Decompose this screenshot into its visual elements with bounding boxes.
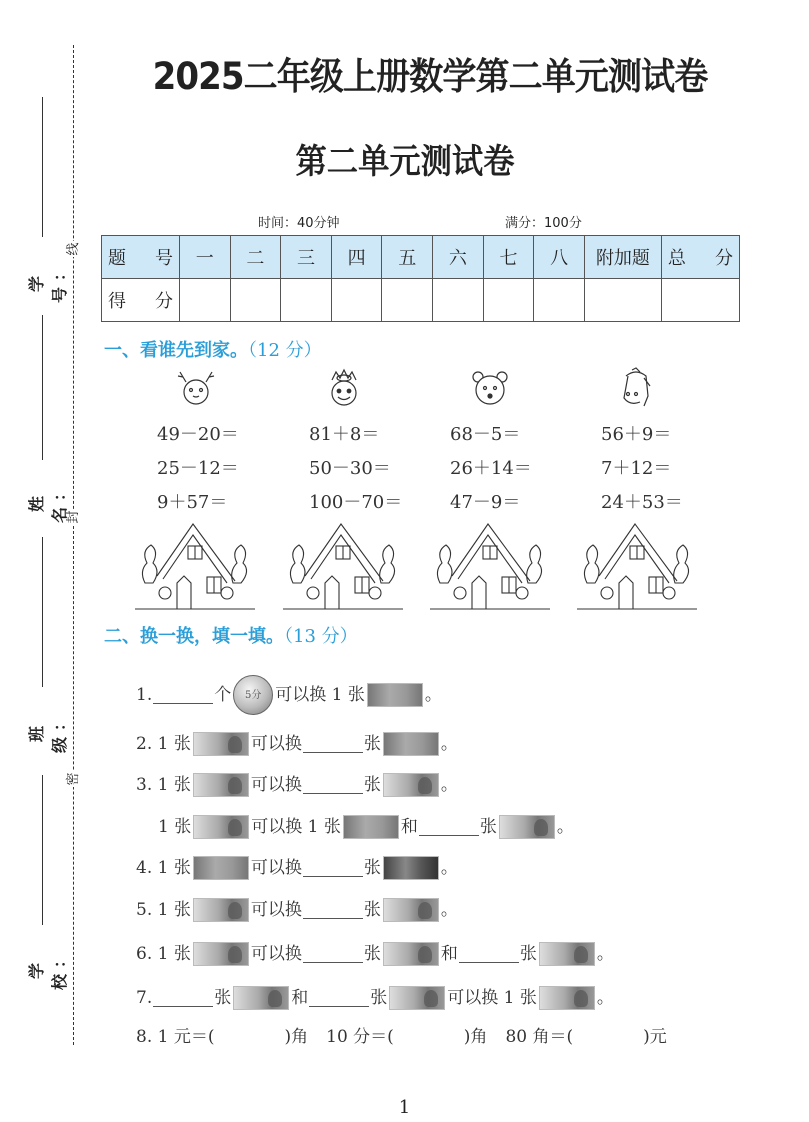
question-text: 张 xyxy=(519,944,537,964)
question-text: 。 xyxy=(424,685,442,705)
deer-icon xyxy=(174,366,218,410)
equation: 68－5＝ xyxy=(450,424,521,445)
banknote-2-yuan-icon xyxy=(193,856,249,880)
question-8 xyxy=(136,1025,667,1049)
equation-column-2 xyxy=(309,418,402,520)
score-table xyxy=(101,235,740,322)
answer-blank[interactable] xyxy=(459,945,519,963)
question-text: 可以换 1 张 xyxy=(447,988,537,1008)
question-7 xyxy=(136,986,614,1010)
score-cell[interactable] xyxy=(483,279,534,322)
banknote-10-yuan-icon xyxy=(389,986,445,1010)
banknote-1-yuan-icon xyxy=(193,732,249,756)
answer-blank[interactable] xyxy=(153,989,213,1007)
equation: 56＋9＝ xyxy=(601,424,672,445)
question-text: 张 xyxy=(363,858,381,878)
question-text: 可以换 1 张 xyxy=(275,685,365,705)
header-cell: 二 xyxy=(230,236,281,279)
banknote-10-yuan-icon xyxy=(539,942,595,966)
banknote-20-yuan-icon xyxy=(193,773,249,797)
question-text: 张 xyxy=(363,900,381,920)
header-cell: 附加题 xyxy=(584,236,661,279)
score-cell[interactable] xyxy=(584,279,661,322)
coin-5-fen-icon: 5分 xyxy=(233,675,273,715)
question-text: 张 xyxy=(363,734,381,754)
question-2 xyxy=(136,732,458,756)
header-cell: 六 xyxy=(433,236,484,279)
question-text: )角 xyxy=(284,1027,309,1047)
question-number: 6. 1 张 xyxy=(136,944,191,964)
question-number: 7. xyxy=(136,988,153,1008)
equation: 47－9＝ xyxy=(450,492,521,513)
section-1-heading xyxy=(104,336,322,362)
header-cell: 八 xyxy=(534,236,585,279)
question-text: 可以换 1 张 xyxy=(251,817,341,837)
seal-char-mi: 密 xyxy=(66,772,81,786)
question-3a xyxy=(136,773,458,797)
banknote-10-yuan-icon xyxy=(193,898,249,922)
banknote-5-yuan-icon xyxy=(233,986,289,1010)
answer-blank[interactable] xyxy=(419,818,479,836)
question-number: 1. xyxy=(136,685,153,705)
equation: 25－12＝ xyxy=(157,458,239,479)
student-id-line[interactable] xyxy=(42,97,43,237)
score-cell[interactable] xyxy=(433,279,484,322)
header-cell: 四 xyxy=(331,236,382,279)
question-text: 张 xyxy=(479,817,497,837)
score-row-label: 得 分 xyxy=(102,279,180,322)
banknote-5-jiao-icon xyxy=(383,856,439,880)
lion-icon xyxy=(322,366,366,410)
section-1-points: （12 分） xyxy=(248,340,322,361)
header-cell: 五 xyxy=(382,236,433,279)
page-title: 2025二年级上册数学第二单元测试卷 xyxy=(152,55,708,98)
answer-blank[interactable] xyxy=(303,901,363,919)
question-1 xyxy=(136,675,442,715)
seal-dashed-line xyxy=(73,45,74,1045)
student-id-label: 学 号： xyxy=(27,259,69,304)
answer-blank[interactable] xyxy=(309,989,369,1007)
question-number: 3. 1 张 xyxy=(136,775,191,795)
answer-blank[interactable] xyxy=(303,776,363,794)
score-cell[interactable] xyxy=(331,279,382,322)
question-text: 张 xyxy=(363,944,381,964)
question-text: 。 xyxy=(596,988,614,1008)
question-text: 和 xyxy=(440,944,458,964)
question-4 xyxy=(136,856,458,880)
question-text: 。 xyxy=(440,900,458,920)
equation: 26＋14＝ xyxy=(450,458,532,479)
bear-icon xyxy=(468,366,512,410)
question-text: 。 xyxy=(440,858,458,878)
question-text: 10 分＝( xyxy=(326,1027,394,1047)
question-text: 张 xyxy=(214,988,232,1008)
answer-blank[interactable] xyxy=(303,945,363,963)
banknote-1-yuan-icon xyxy=(383,773,439,797)
equation-column-3 xyxy=(450,418,532,520)
question-number: 2. 1 张 xyxy=(136,734,191,754)
header-cell: 三 xyxy=(281,236,332,279)
banknote-50-yuan-icon xyxy=(383,942,439,966)
score-cell[interactable] xyxy=(230,279,281,322)
header-cell: 总 分 xyxy=(661,236,739,279)
question-6 xyxy=(136,942,614,966)
page-subtitle: 第二单元测试卷 xyxy=(295,142,515,182)
question-text: 张 xyxy=(370,988,388,1008)
binding-margin xyxy=(0,0,100,1122)
equation: 81＋8＝ xyxy=(309,424,380,445)
header-cell: 题 号 xyxy=(102,236,180,279)
question-number: 4. 1 张 xyxy=(136,858,191,878)
banknote-5-yuan-icon xyxy=(193,815,249,839)
section-2-title: 二、换一换，填一填。 xyxy=(104,626,284,647)
school-line[interactable] xyxy=(42,775,43,925)
score-cell[interactable] xyxy=(281,279,332,322)
question-text: 。 xyxy=(440,734,458,754)
question-3b xyxy=(158,815,574,839)
question-text: )元 xyxy=(643,1027,667,1047)
class-label: 班 级： xyxy=(27,709,69,754)
question-text: 张 xyxy=(363,775,381,795)
question-text: 可以换 xyxy=(250,734,302,754)
banknote-100-yuan-icon xyxy=(193,942,249,966)
equation-column-1 xyxy=(157,418,239,520)
question-number: 5. 1 张 xyxy=(136,900,191,920)
house-icon xyxy=(283,521,403,611)
equation: 100－70＝ xyxy=(309,492,403,513)
question-text: 。 xyxy=(440,775,458,795)
header-cell: 一 xyxy=(179,236,230,279)
score-table-header-row xyxy=(102,236,740,279)
score-table-score-row xyxy=(102,279,740,322)
question-text: 和 xyxy=(291,988,309,1008)
banknote-20-yuan-icon xyxy=(539,986,595,1010)
school-label: 学 校： xyxy=(27,946,69,991)
score-cell[interactable] xyxy=(179,279,230,322)
question-text: )角 xyxy=(463,1027,488,1047)
equation: 49－20＝ xyxy=(157,424,239,445)
seal-char-feng: 封 xyxy=(66,510,81,524)
question-text: 可以换 xyxy=(250,775,302,795)
answer-blank[interactable] xyxy=(303,859,363,877)
equation-column-4 xyxy=(601,418,683,520)
score-cell[interactable] xyxy=(661,279,739,322)
banknote-5-yuan-icon xyxy=(383,898,439,922)
section-2-heading xyxy=(104,622,358,648)
equation: 24＋53＝ xyxy=(601,492,683,513)
name-line[interactable] xyxy=(42,315,43,460)
answer-blank[interactable] xyxy=(153,686,213,704)
full-score: 满分：100分 xyxy=(505,216,582,231)
question-text: 个 xyxy=(214,685,232,705)
score-cell[interactable] xyxy=(382,279,433,322)
question-5 xyxy=(136,898,458,922)
section-2-points: （13 分） xyxy=(284,626,358,647)
horse-icon xyxy=(614,366,658,410)
page-number: 1 xyxy=(398,1097,411,1118)
equation: 7＋12＝ xyxy=(601,458,672,479)
section-1-title: 一、看谁先到家。 xyxy=(104,340,248,361)
house-icon xyxy=(430,521,550,611)
question-text: 可以换 xyxy=(250,944,302,964)
question-text: 可以换 xyxy=(250,858,302,878)
question-text: 。 xyxy=(556,817,574,837)
question-number: 8. 1 元＝( xyxy=(136,1027,215,1047)
equation: 9＋57＝ xyxy=(157,492,228,513)
seal-char-xian: 线 xyxy=(66,242,81,256)
banknote-1-yuan-icon xyxy=(499,815,555,839)
score-cell[interactable] xyxy=(534,279,585,322)
banknote-1-jiao-icon xyxy=(367,683,423,707)
equation: 50－30＝ xyxy=(309,458,391,479)
name-label: 姓 名： xyxy=(27,479,69,524)
header-cell: 七 xyxy=(483,236,534,279)
question-text: 。 xyxy=(596,944,614,964)
house-icon xyxy=(577,521,697,611)
class-line[interactable] xyxy=(42,537,43,687)
time-limit: 时间：40分钟 xyxy=(258,216,340,231)
banknote-2-yuan-icon xyxy=(343,815,399,839)
house-icon xyxy=(135,521,255,611)
answer-blank[interactable] xyxy=(303,735,363,753)
question-text: 可以换 xyxy=(250,900,302,920)
question-text: 80 角＝( xyxy=(505,1027,574,1047)
banknote-5-jiao-icon xyxy=(383,732,439,756)
question-number: 1 张 xyxy=(158,817,192,837)
question-text: 和 xyxy=(400,817,418,837)
